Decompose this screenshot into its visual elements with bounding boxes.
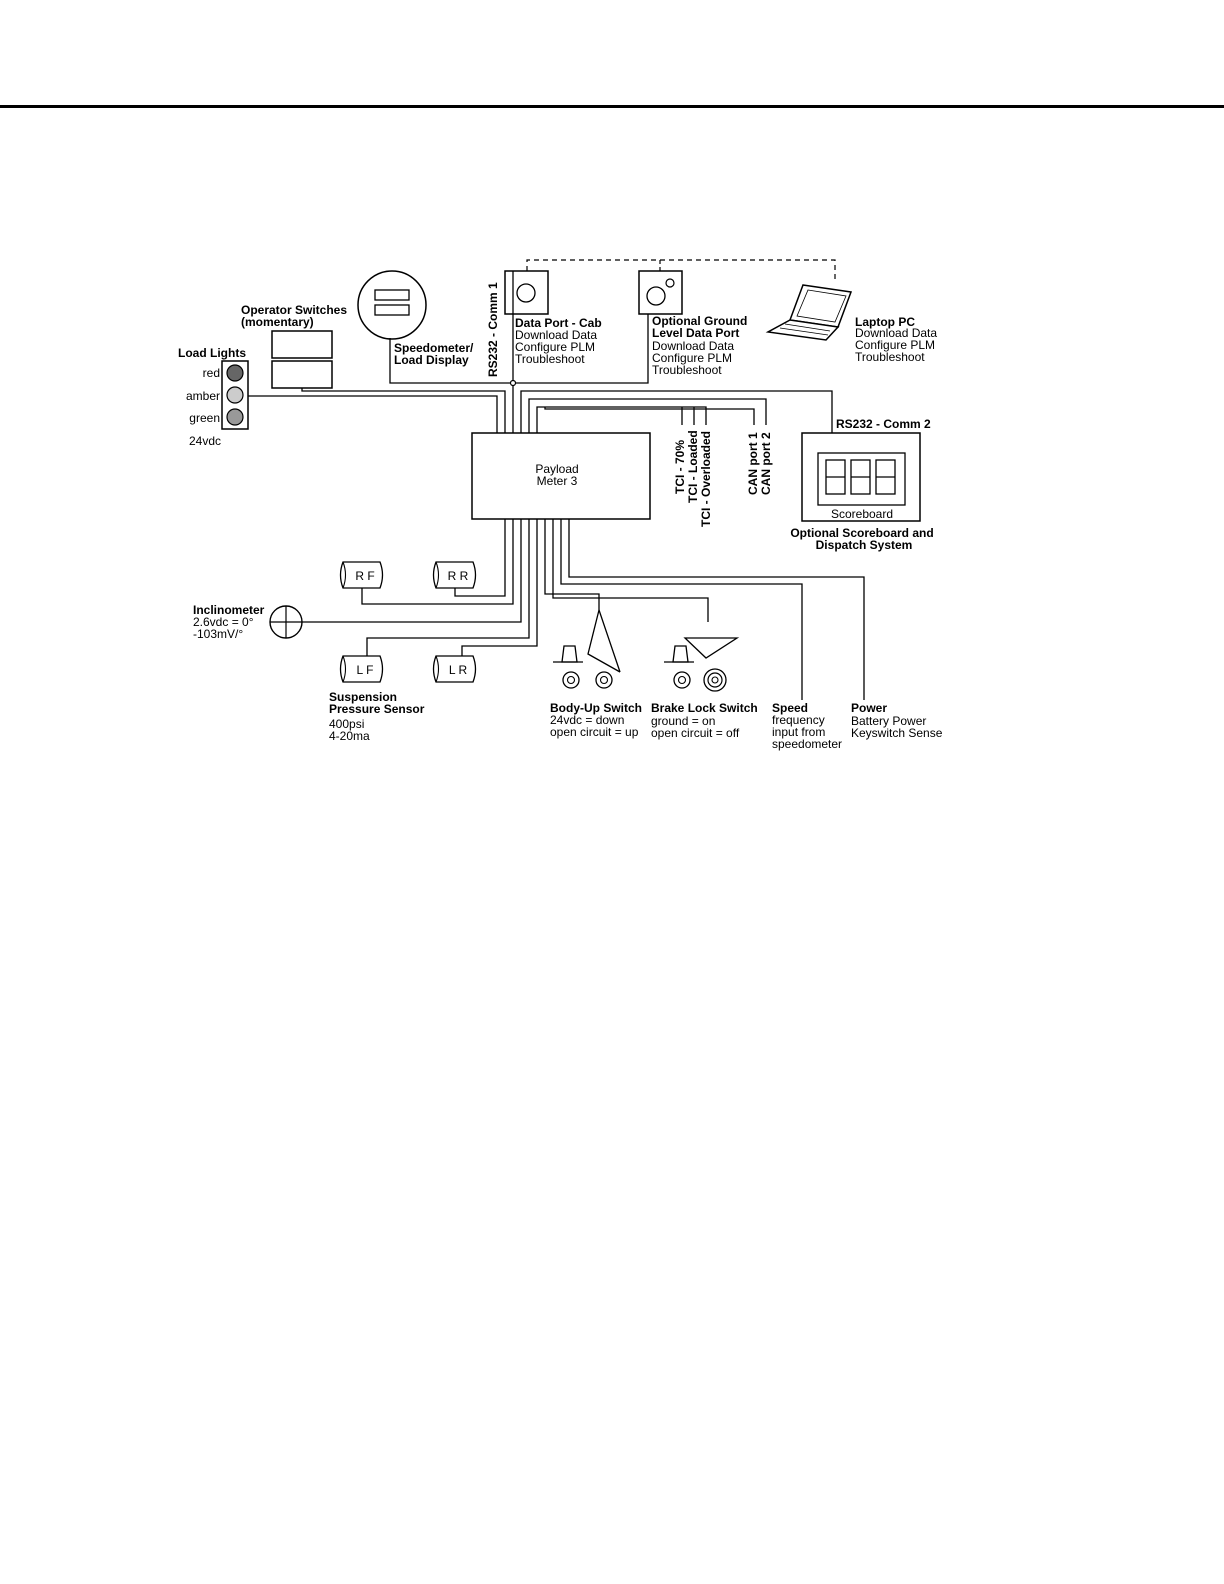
speed-line-2: input from [772, 725, 826, 739]
data-port-cab-line-2: Configure PLM [515, 340, 596, 354]
data-port-cab-line-3: Troubleshoot [515, 352, 585, 366]
body-up-line-1: 24vdc = down [550, 713, 625, 727]
rs232-comm1-label: RS232 - Comm 1 [486, 282, 500, 377]
green-light-icon [227, 409, 243, 425]
laptop-title: Laptop PC [855, 315, 915, 329]
operator-switch-2 [272, 361, 332, 388]
power-title: Power [851, 701, 888, 715]
speedometer-display-bottom [375, 305, 409, 315]
ground-port-line-3: Troubleshoot [652, 363, 722, 377]
sensor-rr-label: R R [447, 569, 469, 583]
inclinometer-title: Inclinometer [193, 603, 265, 617]
load-light-green-label: green [189, 411, 220, 425]
operator-switches-title-2: (momentary) [241, 315, 314, 329]
inclinometer-icon [270, 606, 302, 638]
speed-line-3: speedometer [772, 737, 843, 751]
speedometer-title-2: Load Display [394, 353, 469, 367]
sensor-lr-label: L R [448, 663, 468, 677]
power-line-2: Keyswitch Sense [851, 726, 943, 740]
laptop-line-3: Troubleshoot [855, 350, 925, 364]
brake-lock-title: Brake Lock Switch [651, 701, 758, 715]
brake-lock-line-1: ground = on [651, 714, 716, 728]
laptop-line-1: Download Data [855, 326, 938, 340]
rs232-junction-dot [511, 381, 516, 386]
scoreboard-label: Scoreboard [830, 507, 894, 521]
tci-loaded-label: TCI - Loaded [686, 430, 700, 503]
ground-port-line-1: Download Data [652, 339, 735, 353]
scoreboard-title-1: Optional Scoreboard and [790, 526, 934, 540]
laptop-line-2: Configure PLM [855, 338, 936, 352]
ground-port-line-2: Configure PLM [652, 351, 733, 365]
ground-port-connector-icon [647, 287, 665, 305]
ground-port-title-1: Optional Ground [652, 314, 748, 328]
can-port-1-label: CAN port 1 [746, 432, 760, 495]
inclinometer-line-1: 2.6vdc = 0° [193, 615, 254, 629]
data-port-cab-connector-icon [517, 284, 535, 302]
operator-switches-title-1: Operator Switches [241, 303, 348, 317]
payload-meter-label-2: Meter 3 [536, 474, 578, 488]
brake-lock-line-2: open circuit = off [651, 726, 740, 740]
tci-overloaded-label: TCI - Overloaded [699, 430, 713, 527]
body-up-title: Body-Up Switch [550, 701, 642, 715]
ground-port-small-connector-icon [666, 279, 674, 287]
body-up-line-2: open circuit = up [550, 725, 639, 739]
suspension-line-1: 400psi [329, 717, 365, 731]
tci-70-label: TCI - 70% [673, 439, 687, 494]
suspension-title-1: Suspension [329, 690, 398, 704]
scoreboard-title-2: Dispatch System [815, 538, 913, 552]
data-port-cab-title: Data Port - Cab [515, 316, 602, 330]
laptop-icon [768, 285, 851, 340]
amber-light-icon [227, 387, 243, 403]
suspension-title-2: Pressure Sensor [329, 702, 425, 716]
speed-title: Speed [772, 701, 809, 715]
speedometer-title-1: Speedometer/ [394, 341, 474, 355]
red-light-icon [227, 365, 243, 381]
sensor-rf-label: R F [355, 569, 375, 583]
load-light-amber-label: amber [185, 389, 220, 403]
operator-switch-1 [272, 331, 332, 358]
speed-line-1: frequency [772, 713, 825, 727]
power-line-1: Battery Power [851, 714, 927, 728]
lower-wiring [302, 519, 864, 700]
rs232-comm2-label: RS232 - Comm 2 [836, 417, 931, 431]
suspension-line-2: 4-20ma [329, 729, 370, 743]
speedometer-display-top [375, 290, 409, 300]
can-port-2-label: CAN port 2 [759, 432, 773, 495]
brake-lock-switch-icon [664, 638, 737, 691]
data-port-cab-line-1: Download Data [515, 328, 598, 342]
load-light-red-label: red [202, 366, 220, 380]
sensor-lf-label: L F [356, 663, 374, 677]
payload-meter-label-1: Payload [535, 462, 579, 476]
scoreboard-digits-icon [826, 460, 895, 494]
inclinometer-line-2: -103mV/° [193, 627, 244, 641]
load-lights-title: Load Lights [178, 346, 246, 360]
body-up-switch-icon [553, 610, 620, 688]
ground-port-title-2: Level Data Port [652, 326, 740, 340]
load-lights-voltage: 24vdc [189, 434, 222, 448]
